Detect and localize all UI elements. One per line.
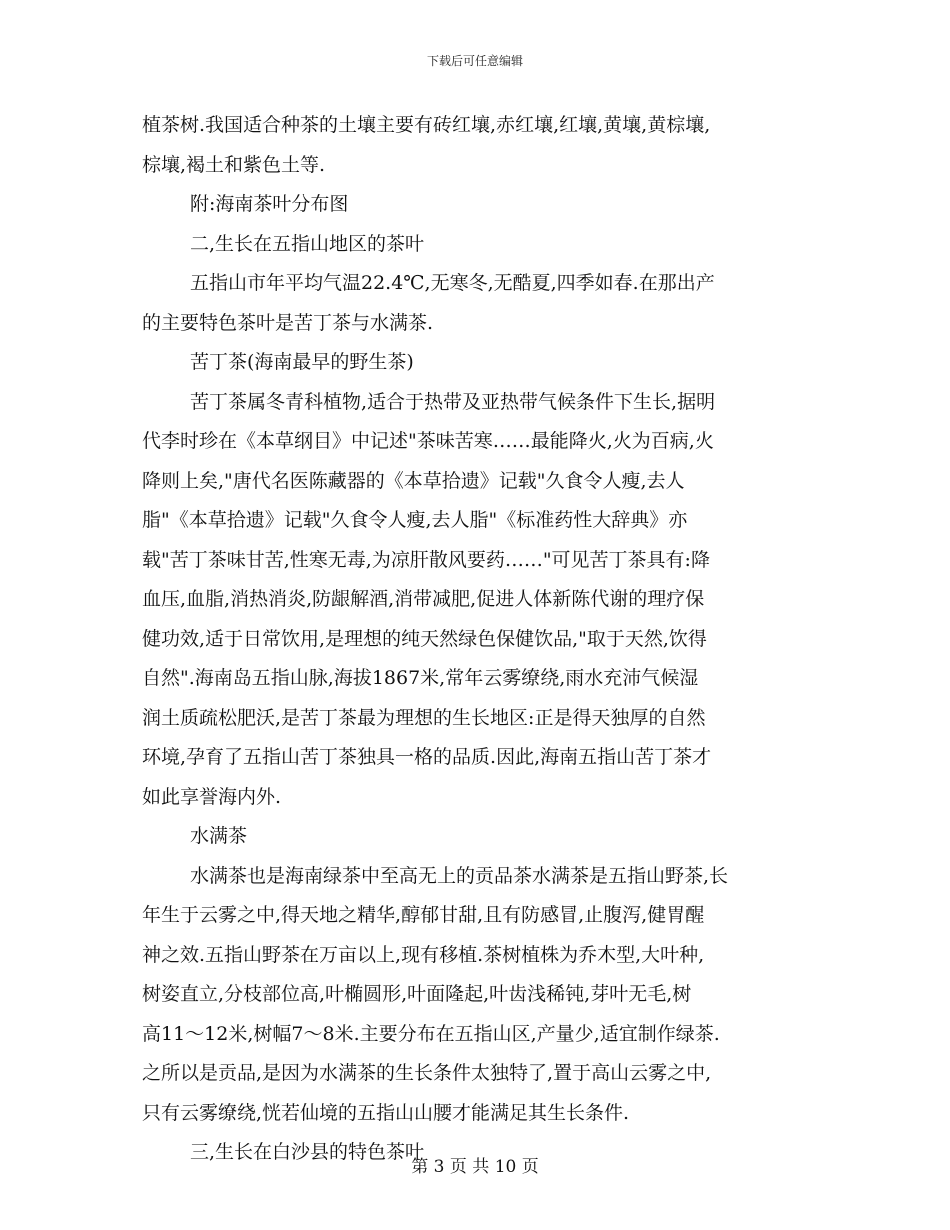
text-line: 植茶树.我国适合种茶的土壤主要有砖红壤,赤红壤,红壤,黄壤,黄棕壤, — [142, 114, 711, 136]
text-line: 棕壤,褐土和紫色土等. — [142, 153, 326, 176]
text-line: 之所以是贡品,是因为水满茶的生长条件太独特了,置于高山云雾之中, — [142, 1062, 712, 1084]
text-line: 水满茶也是海南绿茶中至高无上的贡品茶水满茶是五指山野茶,长 — [190, 864, 729, 887]
text-line: 降则上矣,"唐代名医陈藏器的《本草拾遗》记载"久食令人瘦,去人 — [142, 469, 685, 492]
section-heading: 二,生长在五指山地区的茶叶 — [190, 232, 425, 255]
text-line: 自然".海南岛五指山脉,海拔1867米,常年云雾缭绕,雨水充沛气候湿 — [142, 667, 699, 689]
text-line: 载"苦丁茶味甘苦,性寒无毒,为凉肝散风要药……"可见苦丁茶具有:降 — [142, 548, 710, 571]
text-line: 的主要特色茶叶是苦丁茶与水满茶. — [142, 311, 434, 334]
page-number: 第 3 页 共 10 页 — [411, 1157, 539, 1177]
page-header: 下载后可任意编辑 — [426, 54, 523, 68]
text-line: 如此享誉海内外. — [142, 785, 282, 808]
subsection-heading: 水满茶 — [190, 825, 248, 847]
text-line: 只有云雾缭绕,恍若仙境的五指山山腰才能满足其生长条件. — [142, 1101, 630, 1124]
document-body — [142, 106, 814, 1173]
text-line: 苦丁茶属冬青科植物,适合于热带及亚热带气候条件下生长,据明 — [190, 390, 716, 413]
text-line: 血压,血脂,消热消炎,防龈解酒,消带减肥,促进人体新陈代谢的理疗保 — [142, 588, 705, 610]
text-line: 神之效.五指山野茶在万亩以上,现有移植.茶树植株为乔木型,大叶种, — [142, 943, 705, 966]
text-line: 润土质疏松肥沃,是苦丁茶最为理想的生长地区:正是得天独厚的自然 — [142, 706, 706, 729]
text-line: 脂"《本草拾遗》记载"久食令人瘦,去人脂"《标准药性大辞典》亦 — [142, 509, 688, 531]
text-line: 年生于云雾之中,得天地之精华,醇郁甘甜,且有防感冒,止腹泻,健胃醒 — [142, 904, 705, 926]
subsection-heading: 苦丁茶(海南最早的野生茶) — [190, 351, 414, 373]
text-line: 健功效,适于日常饮用,是理想的纯天然绿色保健饮品,"取于天然,饮得 — [142, 627, 707, 650]
text-line: 树姿直立,分枝部位高,叶椭圆形,叶面隆起,叶齿浅稀钝,芽叶无毛,树 — [142, 983, 692, 1005]
text-line: 五指山市年平均气温22.4℃,无寒冬,无酷夏,四季如春.在那出产 — [190, 272, 715, 294]
text-line: 高11～12米,树幅7～8米.主要分布在五指山区,产量少,适宜制作绿茶. — [142, 1022, 720, 1045]
text-line: 代李时珍在《本草纲目》中记述"茶味苦寒……最能降火,火为百病,火 — [142, 430, 714, 452]
text-line: 环境,孕育了五指山苦丁茶独具一格的品质.因此,海南五指山苦丁茶才 — [142, 746, 712, 768]
section-heading: 三,生长在白沙县的特色茶叶 — [190, 1141, 425, 1163]
figure-caption: 附:海南茶叶分布图 — [190, 193, 349, 215]
